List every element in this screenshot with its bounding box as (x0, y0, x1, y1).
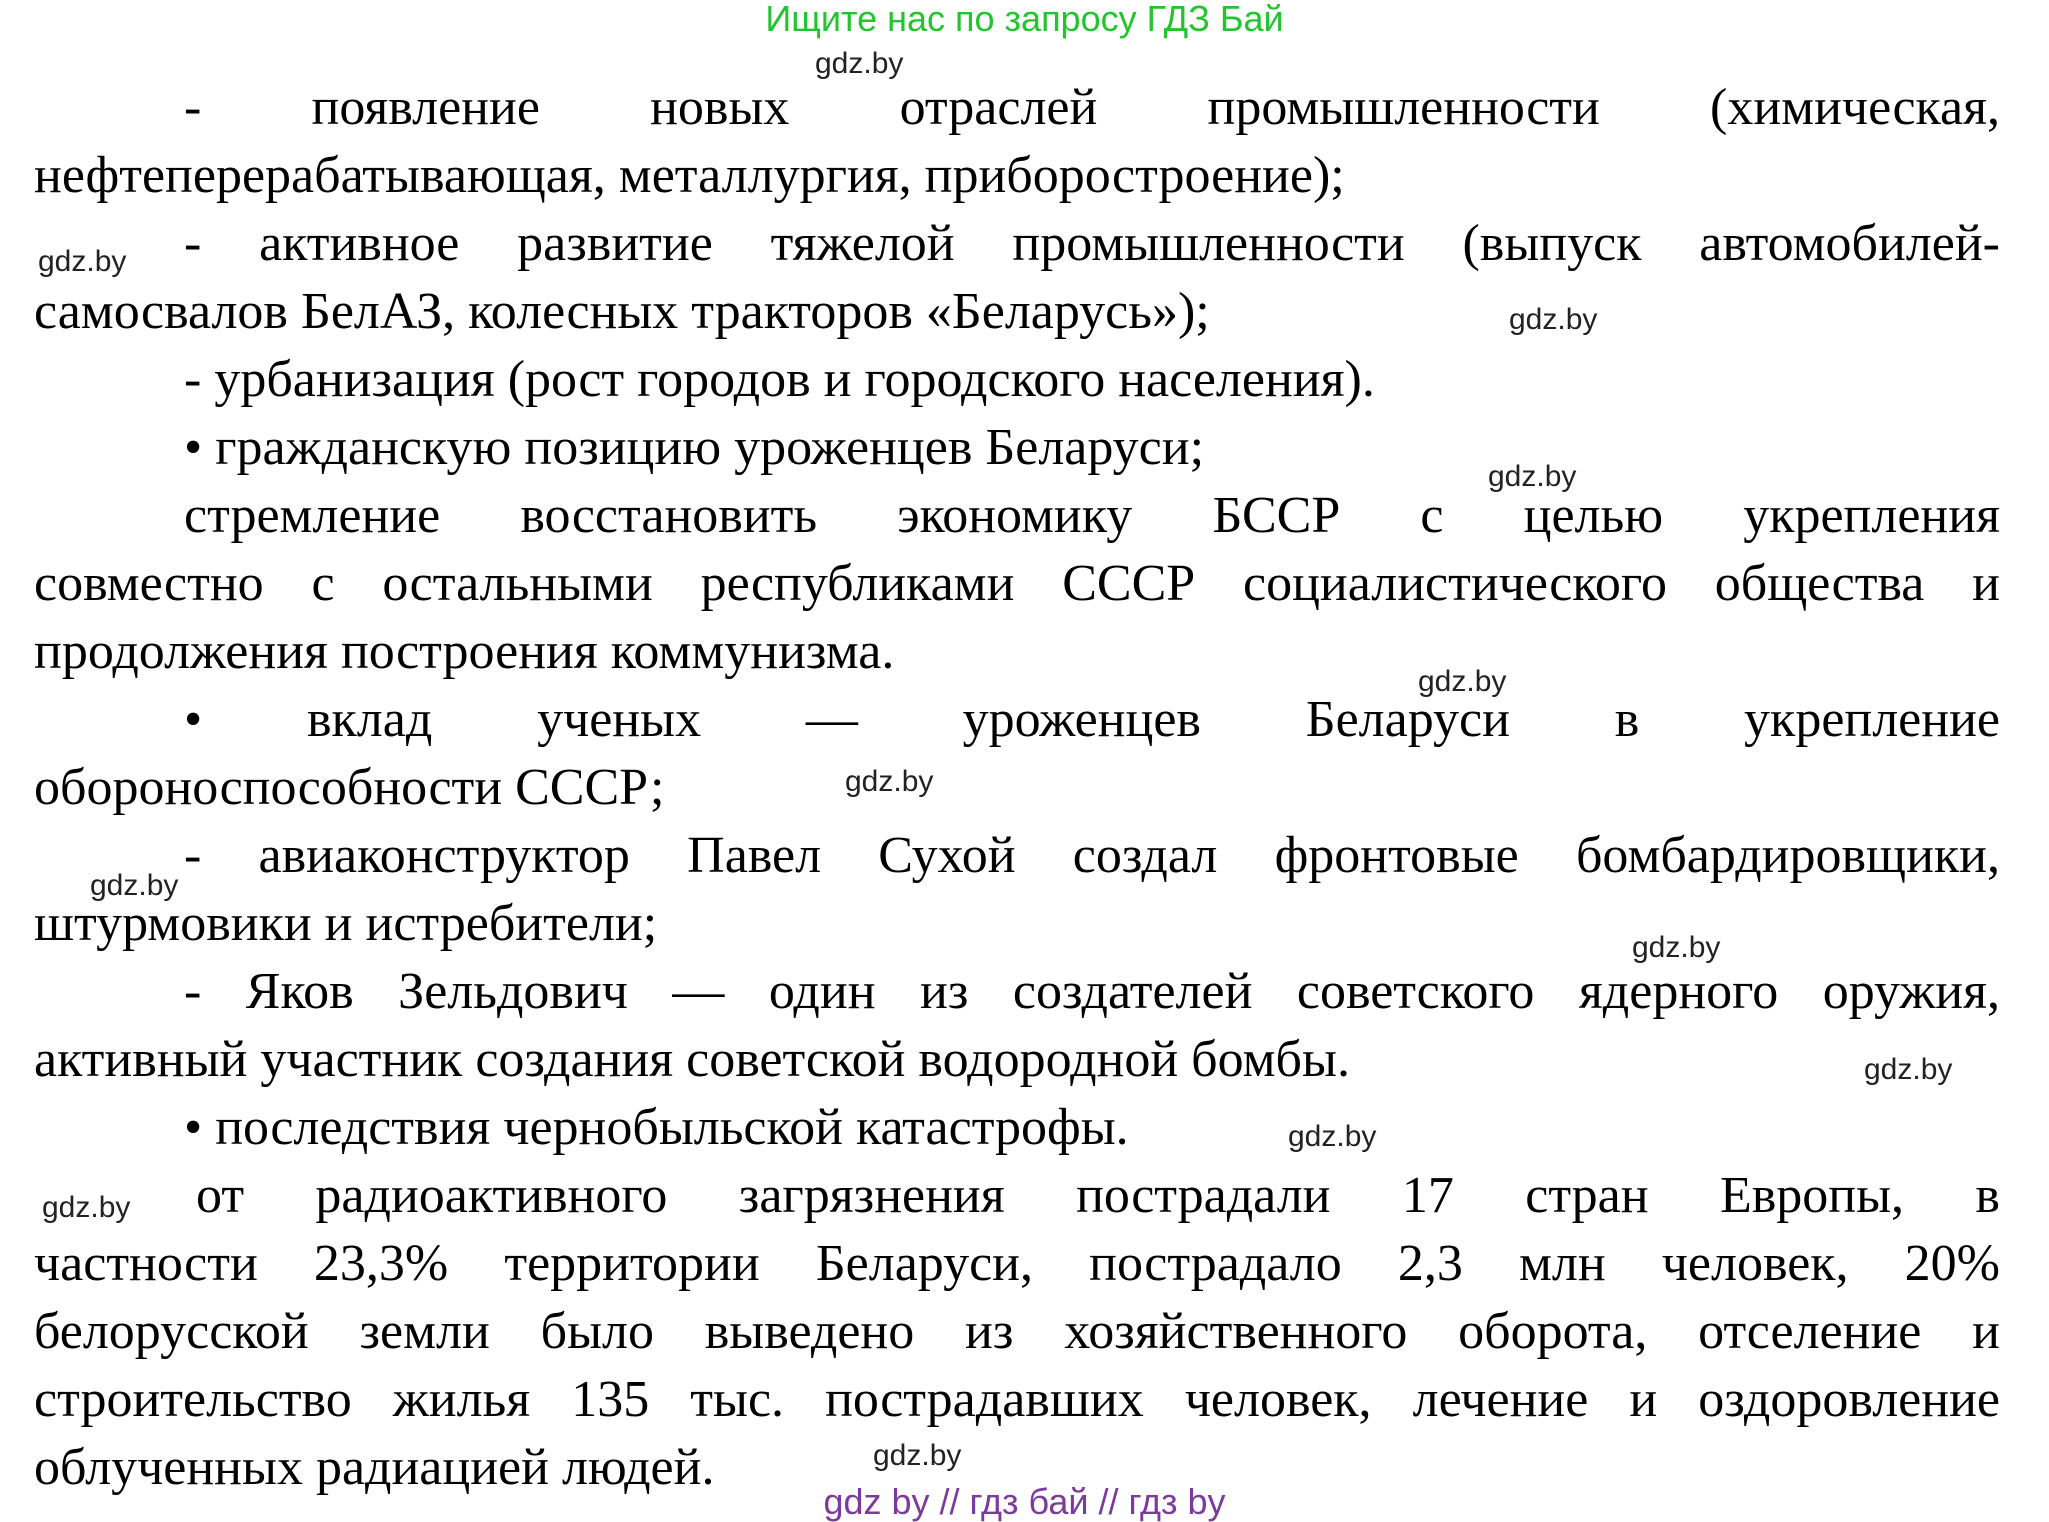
watermark: gdz.by (38, 245, 127, 278)
watermark: gdz.by (845, 765, 934, 798)
text-line: - урбанизация (рост городов и городского населения). (184, 351, 1375, 408)
text-line: стремление восстановить экономику БССР с целью укрепления (184, 487, 2000, 544)
text-line: - появление новых отраслей промышленности (химическая, (184, 79, 2000, 136)
text-line: - активное развитие тяжелой промышленности (выпуск автомобилей- (184, 215, 2000, 272)
watermark: gdz.by (1418, 665, 1507, 698)
watermark: gdz.by (1509, 303, 1598, 336)
text-line: совместно с остальными республиками СССР социалистического общества и (34, 555, 2000, 612)
watermark: gdz.by (1632, 931, 1721, 964)
text-line: • гражданскую позицию уроженцев Беларуси; (184, 419, 1205, 476)
text-line: строительство жилья 135 тыс. пострадавших человек, лечение и оздоровление (34, 1371, 2000, 1428)
watermark: gdz.by (873, 1439, 962, 1472)
text-line: самосвалов БелАЗ, колесных тракторов «Беларусь»); (34, 283, 1210, 340)
text-line: • вклад ученых — уроженцев Беларуси в укрепление (184, 691, 2000, 748)
text-line: штурмовики и истребители; (34, 895, 658, 952)
text-line: нефтеперерабатывающая, металлургия, приборостроение); (34, 147, 1345, 204)
text-line: от радиоактивного загрязнения пострадали 17 стран Европы, в (196, 1167, 2000, 1224)
text-line: обороноспособности СССР; (34, 759, 665, 816)
text-line: частности 23,3% территории Беларуси, пострадало 2,3 млн человек, 20% (34, 1235, 2000, 1292)
watermark: gdz.by (815, 47, 904, 80)
watermark: gdz.by (1488, 460, 1577, 493)
text-line: белорусской земли было выведено из хозяйственного оборота, отселение и (34, 1303, 2000, 1360)
watermark: gdz.by (42, 1191, 131, 1224)
text-line: продолжения построения коммунизма. (34, 623, 895, 680)
watermark: gdz.by (1288, 1120, 1377, 1153)
text-line: • последствия чернобыльской катастрофы. (184, 1099, 1129, 1156)
text-line: облученных радиацией людей. (34, 1439, 715, 1496)
text-line: - Яков Зельдович — один из создателей советского ядерного оружия, (184, 963, 2000, 1020)
watermark: gdz.by (1864, 1053, 1953, 1086)
text-line: активный участник создания советской водородной бомбы. (34, 1031, 1350, 1088)
text-line: - авиаконструктор Павел Сухой создал фронтовые бомбардировщики, (184, 827, 2000, 884)
header-banner[interactable]: Ищите нас по запросу ГДЗ Бай (765, 0, 1284, 39)
watermark: gdz.by (90, 869, 179, 902)
footer-links[interactable]: gdz by // гдз бай // гдз by (823, 1481, 1226, 1522)
